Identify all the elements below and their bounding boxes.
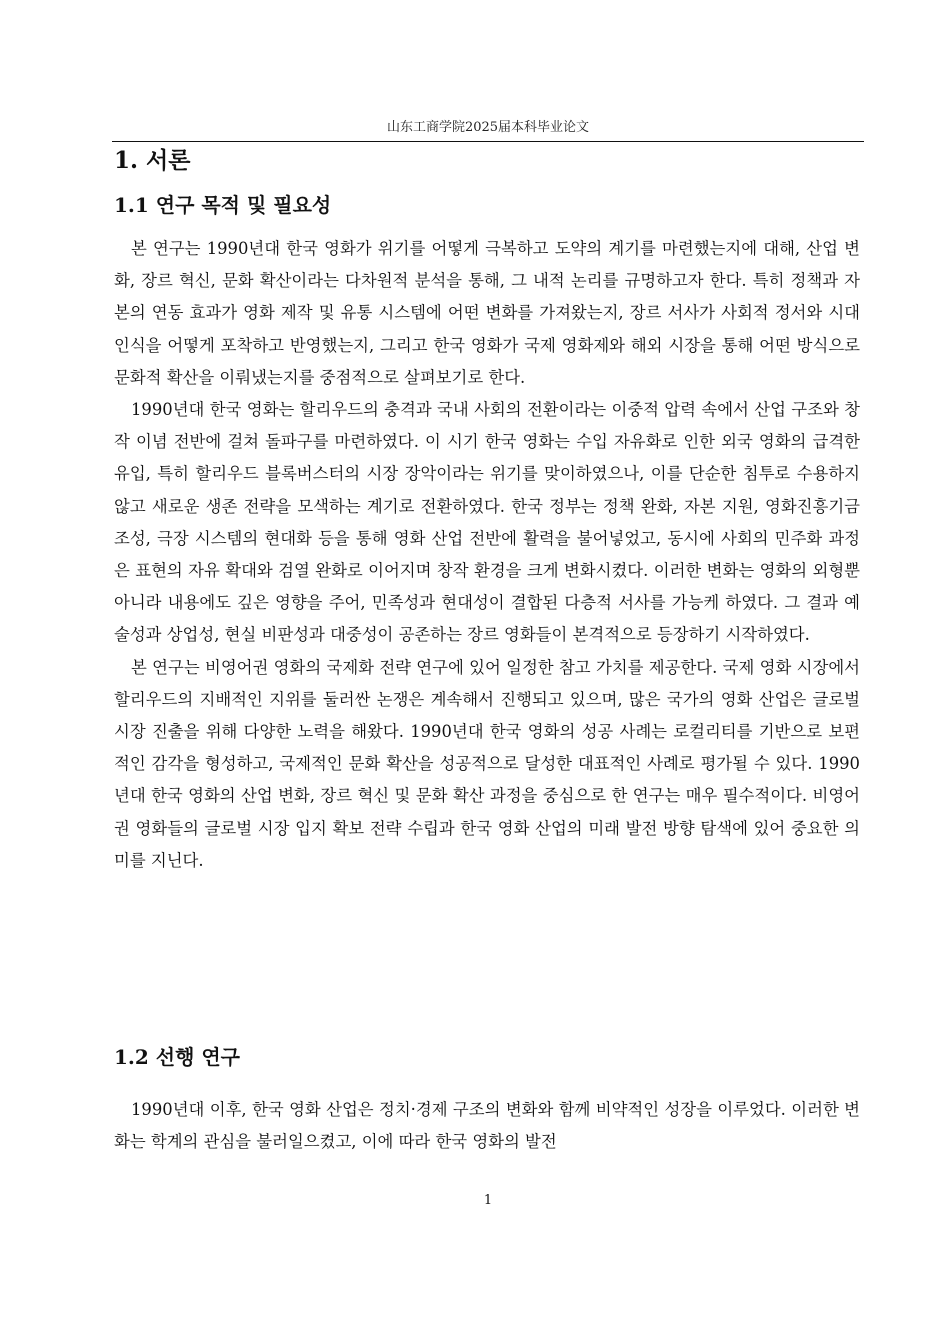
chapter-heading: 1. 서론 — [114, 147, 191, 174]
paragraph-2: 1990년대 한국 영화는 할리우드의 충격과 국내 사회의 전환이라는 이중적 압력 속에서 산업 구조와 창작 이념 전반에 걸쳐 돌파구를 마련하였다. 이 시기 한국 영화는 수입 자유화로 인한 외국 영화의 급격한 유입, 특히 할리우드 블록버스터의 시장 장악이라는 위기를 맞이하였으나, 이를 단순한 침투로 수용하지 않고 새로운 생존 전략을 모색하는 계기로 전환하였다. 한국 정부는 정책 완화, 자본 지원, 영화진흥기금 조성, 극장 시스템의 현대화 등을 통해 영화 산업 전반에 활력을 불어넣었고, 동시에 사회의 민주화 과정은 표현의 자유 확대와 검열 완화로 이어지며 창작 환경을 크게 변화시켰다. 이러한 변화는 영화의 외형뿐 아니라 내용에도 깊은 영향을 주어, 민족성과 현대성이 결합된 다층적 서사를 가능케 하였다. 그 결과 예술성과 상업성, 현실 비판성과 대중성이 공존하는 장르 영화들이 본격적으로 등장하기 시작하였다. — [114, 400, 860, 645]
header-rule — [112, 141, 864, 142]
paragraph-3: 본 연구는 비영어권 영화의 국제화 전략 연구에 있어 일정한 참고 가치를 제공한다. 국제 영화 시장에서 할리우드의 지배적인 지위를 둘러싼 논쟁은 계속해서 진행되고 있으며, 많은 국가의 영화 산업은 글로벌 시장 진출을 위해 다양한 노력을 해왔다. 1990년대 한국 영화의 성공 사례는 로컬리티를 기반으로 보편적인 감각을 형성하고, 국제적인 문화 확산을 성공적으로 달성한 대표적인 사례로 평가될 수 있다. 1990년대 한국 영화의 산업 변화, 장르 혁신 및 문화 확산 과정을 중심으로 한 연구는 매우 필수적이다. 비영어권 영화들의 글로벌 시장 입지 확보 전략 수립과 한국 영화 산업의 미래 발전 방향 탐색에 있어 중요한 의미를 지닌다. — [114, 657, 860, 870]
section-1-2-body — [114, 1094, 860, 1158]
page-number: 1 — [483, 1193, 493, 1208]
paragraph-1: 본 연구는 1990년대 한국 영화가 위기를 어떻게 극복하고 도약의 계기를 마련했는지에 대해, 산업 변화, 장르 혁신, 문화 확산이라는 다차원적 분석을 통해, 그 내적 논리를 규명하고자 한다. 특히 정책과 자본의 연동 효과가 영화 제작 및 유통 시스템에 어떤 변화를 가져왔는지, 장르 서사가 사회적 정서와 시대 인식을 어떻게 포착하고 반영했는지, 그리고 한국 영화가 국제 영화제와 해외 시장을 통해 어떤 방식으로 문화적 확산을 이뤄냈는지를 중점적으로 살펴보기로 한다. — [114, 239, 860, 387]
running-header: 山东工商学院2025届本科毕业论文 — [386, 120, 590, 135]
section-heading-1-2: 1.2 선행 연구 — [114, 1045, 241, 1069]
section-1-1-body — [114, 233, 860, 877]
paragraph-4: 1990년대 이후, 한국 영화 산업은 정치·경제 구조의 변화와 함께 비약적인 성장을 이루었다. 이러한 변화는 학계의 관심을 불러일으켰고, 이에 따라 한국 영화의 발전 — [114, 1100, 860, 1152]
section-heading-1-1: 1.1 연구 목적 및 필요성 — [114, 193, 332, 217]
